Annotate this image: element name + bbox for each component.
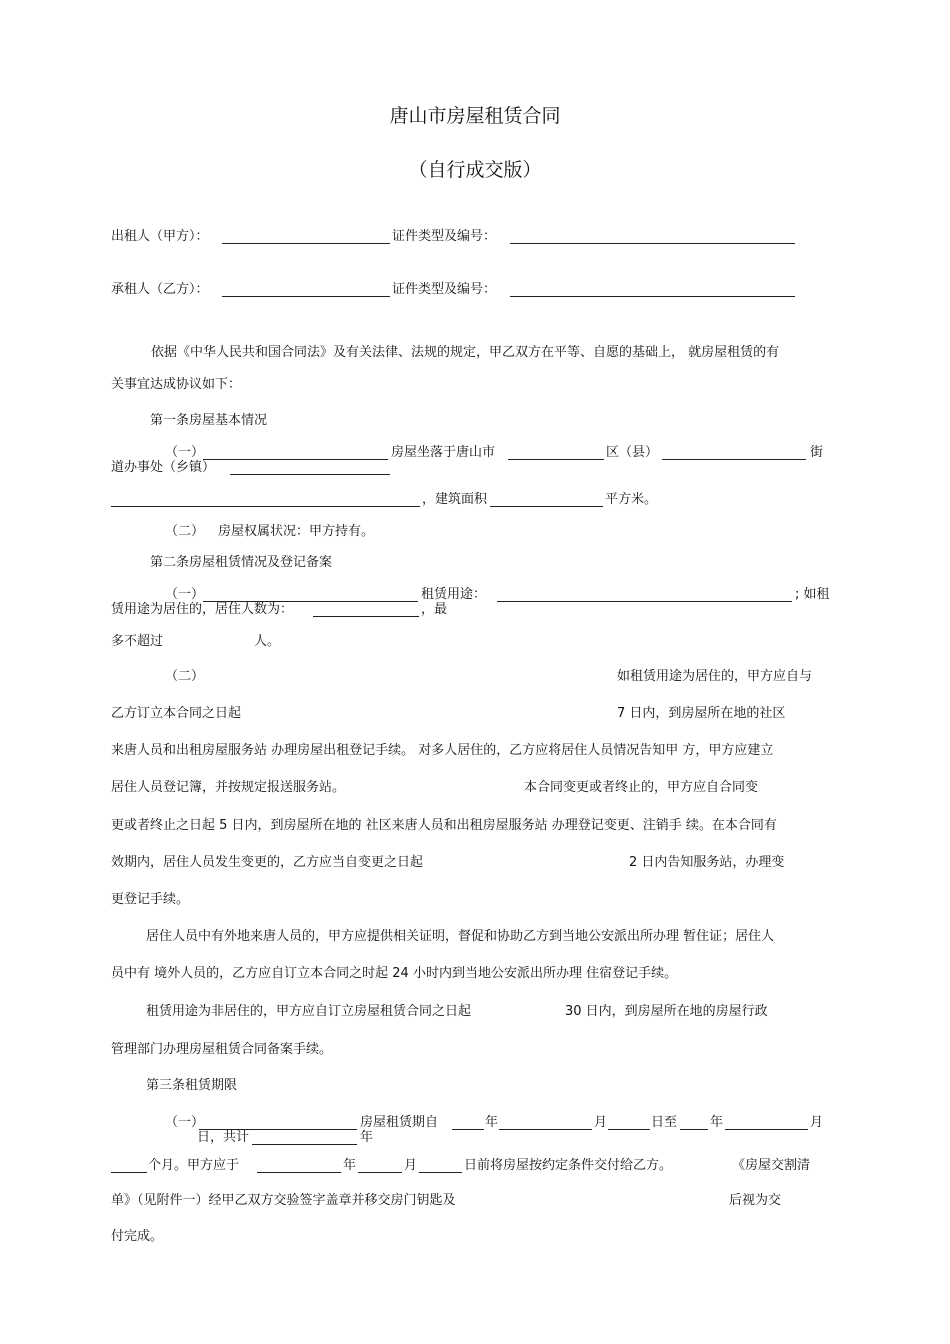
article-3-year-3: 年 xyxy=(360,1130,374,1145)
article-3-line-3b: 后视为交 xyxy=(729,1193,782,1208)
article-1-area-label: ，建筑面积 xyxy=(422,492,488,507)
article-2-r-l2: 管理部门办理房屋租赁合同备案手续。 xyxy=(111,1042,333,1057)
article-2-use-tail: ; 如租 xyxy=(795,587,830,602)
article-3-blank-start-year xyxy=(452,1129,484,1130)
article-3-month-3: 月 xyxy=(404,1158,418,1173)
article-3-blank-end-month xyxy=(725,1129,808,1130)
article-1-blank-a xyxy=(203,459,388,460)
article-2-r-l1a: 租赁用途为非居住的，甲方应自订立房屋租赁合同之日起 xyxy=(146,1004,472,1019)
article-3-blank-deliver-year xyxy=(257,1172,341,1173)
article-3-month-2: 月 xyxy=(810,1115,824,1130)
article-3-item-1-prefix: （一） xyxy=(165,1115,205,1130)
article-1-blank-area xyxy=(490,506,603,507)
article-2-p-r1: 如租赁用途为居住的，甲方应自与 xyxy=(617,669,813,684)
lessee-id-label: 证件类型及编号： xyxy=(392,282,497,297)
article-2-p-r2: 7 日内，到房屋所在地的社区 xyxy=(617,706,786,721)
page-subtitle: （自行成交版） xyxy=(408,159,542,181)
article-3-blank-start-month xyxy=(499,1129,592,1130)
article-2-blank-use xyxy=(497,601,792,602)
article-2-residents-label: 赁用途为居住的，居住人数为： xyxy=(111,602,294,617)
article-3-year-2: 年 xyxy=(710,1115,724,1130)
article-3-month-count: 个月。甲方应于 xyxy=(148,1158,240,1173)
article-1-heading: 第一条房屋基本情况 xyxy=(150,413,268,428)
article-1-district-label: 区（县） xyxy=(606,445,659,460)
article-2-p-l7: 更登记手续。 xyxy=(111,892,190,907)
article-3-year-1: 年 xyxy=(485,1115,499,1130)
article-1-location-label: 房屋坐落于唐山市 xyxy=(391,445,496,460)
article-1-blank-office xyxy=(230,474,390,475)
lessee-name-blank xyxy=(222,296,390,297)
article-3-heading: 第三条租赁期限 xyxy=(146,1078,238,1093)
article-2-heading: 第二条房屋租赁情况及登记备案 xyxy=(150,555,333,570)
article-3-blank-deliver-month xyxy=(358,1172,402,1173)
lessee-label: 承租人（乙方）： xyxy=(111,282,209,297)
article-1-blank-city xyxy=(508,459,604,460)
page-title: 唐山市房屋租赁合同 xyxy=(389,105,561,127)
article-2-max-unit: 人。 xyxy=(254,634,281,649)
article-2-p-l4: 居住人员登记簿，并按规定报送服务站。 xyxy=(111,780,346,795)
article-1-office-label: 道办事处（乡镇） xyxy=(111,460,216,475)
article-2-q-l1: 居住人员中有外地来唐人员的，甲方应提供相关证明，督促和协助乙方到当地公安派出所办理 暂住证；居住人 xyxy=(146,929,775,944)
article-2-p-l3: 来唐人员和出租房屋服务站 办理房屋出租登记手续。 对多人居住的，乙方应将居住人员情况告知甲 方，甲方应建立 xyxy=(111,743,774,758)
article-3-day-to: 日至 xyxy=(651,1115,678,1130)
article-1-blank-address xyxy=(111,506,420,507)
article-3-blank-total-year xyxy=(252,1144,357,1145)
lessee-id-blank xyxy=(510,296,795,297)
article-2-p-l6: 效期内，居住人员发生变更的，乙方应当自变更之日起 xyxy=(111,855,424,870)
article-2-item-2-prefix: （二） xyxy=(165,669,205,684)
article-2-use-label: 租赁用途： xyxy=(421,587,487,602)
article-2-p-l5: 更或者终止之日起 5 日内，到房屋所在地的 社区来唐人员和出租房屋服务站 办理登记变更、注销手 续。在本合同有 xyxy=(111,818,777,833)
article-2-most-label: ，最 xyxy=(421,602,448,617)
article-1-item-2-prefix: （二） xyxy=(165,524,205,539)
lessor-name-blank xyxy=(222,243,390,244)
article-2-q-l2: 员中有 境外人员的，乙方应自订立本合同之时起 24 小时内到当地公安派出所办理 住宿登记手续。 xyxy=(111,966,678,981)
article-1-item-2-text: 房屋权属状况：甲方持有。 xyxy=(218,524,375,539)
article-3-book: 《房屋交割清 xyxy=(732,1158,811,1173)
article-3-month-1: 月 xyxy=(594,1115,608,1130)
lessor-id-blank xyxy=(510,243,795,244)
article-3-deliver-text: 日前将房屋按约定条件交付给乙方。 xyxy=(464,1158,673,1173)
article-2-p-r6: 2 日内告知服务站，办理变 xyxy=(629,855,785,870)
article-2-r-l1b: 30 日内，到房屋所在地的房屋行政 xyxy=(565,1004,768,1019)
article-3-period-label: 房屋租赁期自 xyxy=(360,1115,439,1130)
article-1-street-label: 街 xyxy=(810,445,824,460)
article-3-blank-start-day xyxy=(608,1129,650,1130)
article-3-blank-total-month xyxy=(111,1172,147,1173)
article-1-item-1-prefix: （一） xyxy=(165,445,205,460)
intro-line-2: 关事宜达成协议如下： xyxy=(111,377,242,392)
intro-line-1: 依据《中华人民共和国合同法》及有关法律、法规的规定，甲乙双方在平等、自愿的基础上， 就房屋租赁的有 xyxy=(151,345,780,360)
article-3-year-4: 年 xyxy=(343,1158,357,1173)
article-2-p-r4: 本合同变更或者终止的，甲方应自合同变 xyxy=(524,780,759,795)
article-2-item-1-prefix: （一） xyxy=(165,587,205,602)
lessor-label: 出租人（甲方）： xyxy=(111,229,209,244)
article-3-blank-deliver-day xyxy=(419,1172,462,1173)
article-1-area-unit: 平方米。 xyxy=(605,492,658,507)
article-3-line-3a: 单》（见附件一）经甲乙双方交验签字盖章并移交房门钥匙及 xyxy=(111,1193,456,1208)
article-2-max-label: 多不超过 xyxy=(111,634,164,649)
article-2-p-l2: 乙方订立本合同之日起 xyxy=(111,706,242,721)
article-2-blank-residents xyxy=(313,616,419,617)
article-3-blank-end-year xyxy=(680,1129,708,1130)
article-1-blank-district xyxy=(662,459,806,460)
article-3-line-4: 付完成。 xyxy=(111,1229,164,1244)
article-3-day-total: 日，共计 xyxy=(197,1130,250,1145)
lessor-id-label: 证件类型及编号： xyxy=(392,229,497,244)
